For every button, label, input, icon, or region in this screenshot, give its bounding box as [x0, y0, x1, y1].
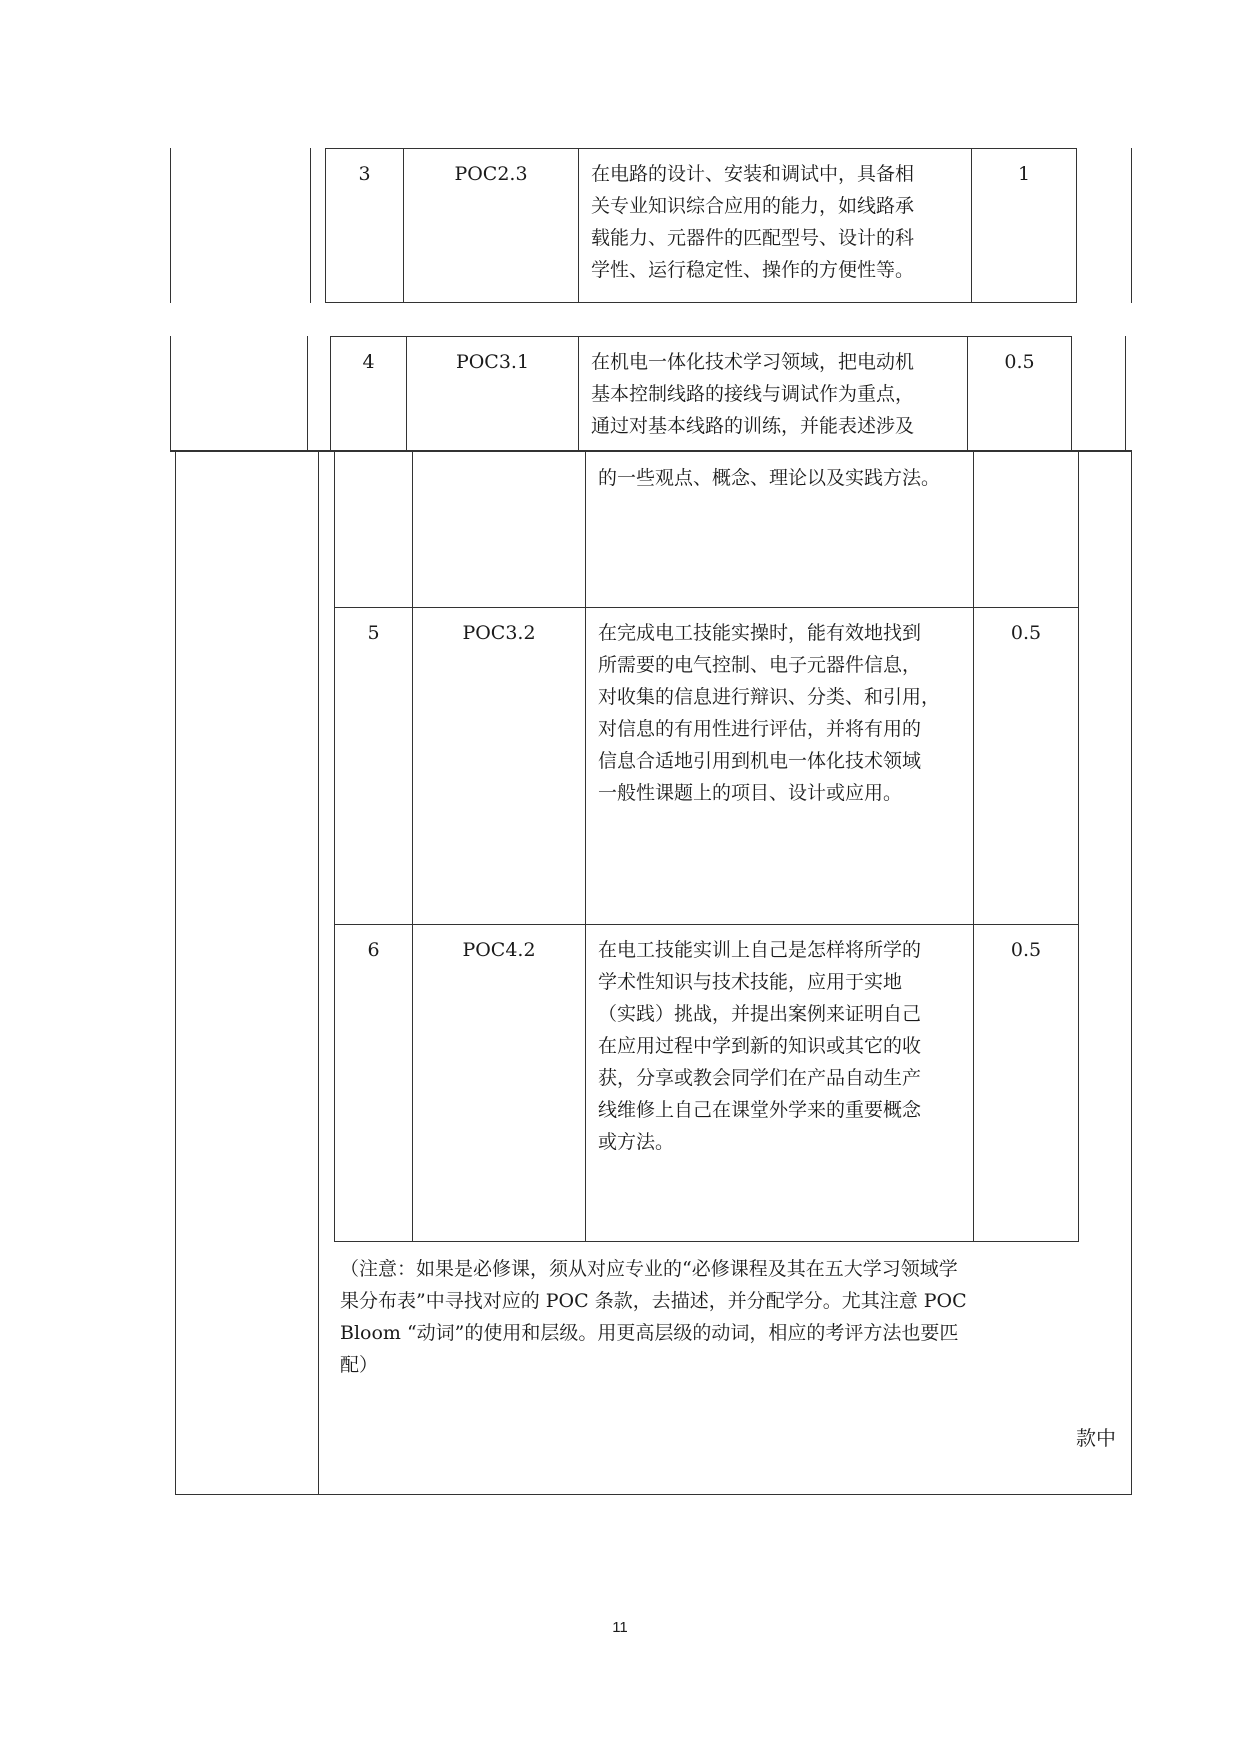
credit-value: 1: [1017, 163, 1031, 185]
outer-left-border: [175, 450, 176, 1495]
credit-value: 0.5: [1004, 351, 1035, 373]
table-line: [325, 302, 1077, 303]
table-line: [334, 450, 335, 1242]
outer-top-border: [170, 450, 1132, 452]
table-line: [334, 607, 1079, 608]
table-line: [330, 336, 1072, 337]
outer-right-border: [1131, 450, 1132, 1495]
table-line: [973, 450, 974, 1242]
outer-divider: [318, 450, 319, 1495]
poc-description: 在电路的设计、安装和调试中，具备相 关专业知识综合应用的能力，如线路承 载能力、元器件的匹配型号、设计的科 学性、运行稳定性、操作的方便性等。: [591, 163, 915, 281]
table-line: [585, 450, 586, 1242]
row-number: 6: [367, 939, 380, 961]
poc-code: POC3.1: [455, 351, 530, 373]
poc-description: 在机电一体化技术学习领域，把电动机 基本控制线路的接线与调试作为重点， 通过对基本线路的训练，并能表述涉及: [591, 351, 915, 437]
table-line: [1071, 336, 1072, 450]
note-text: （注意：如果是必修课，须从对应专业的“必修课程及其在五大学习领域学 果分布表”中寻找对应的 POC 条款，去描述，并分配学分。尤其注意 POC Bloom “动词”的使用和层级。用更高层级的动词，相应的考评方法也要匹 配）: [340, 1258, 967, 1376]
row-number: 5: [367, 622, 380, 644]
outer-divider: [310, 148, 311, 303]
outer-left-border: [170, 336, 171, 450]
poc-description: 在完成电工技能实操时，能有效地找到 所需要的电气控制、电子元器件信息， 对收集的信息进行辩识、分类、和引用， 对信息的有用性进行评估，并将有用的 信息合适地引用到机电一体化技术领域 一般性课题上的项目、设计或应用。: [598, 622, 941, 804]
table-line: [1078, 450, 1079, 1242]
outer-bottom-border: [175, 1494, 1132, 1495]
poc-description: 的一些观点、概念、理论以及实践方法。: [598, 467, 941, 489]
outer-right-border: [1125, 336, 1126, 450]
table-line: [1076, 148, 1077, 303]
table-line: [334, 1241, 1079, 1242]
table-line: [325, 148, 1077, 149]
row-number: 4: [362, 351, 375, 373]
poc-code: POC4.2: [462, 939, 536, 961]
table-line: [578, 336, 579, 450]
page-number: 11: [612, 1619, 628, 1636]
table-line: [334, 924, 1079, 925]
poc-description: 在电工技能实训上自己是怎样将所学的 学术性知识与技术技能，应用于实地 （实践）挑战，并提出案例来证明自己 在应用过程中学到新的知识或其它的收 获，分享或教会同学们在产品自动生产 线维修上自己在课堂外学来的重要概念 或方法。: [598, 939, 922, 1153]
outer-divider: [307, 336, 308, 450]
credit-value: 0.5: [1010, 939, 1042, 961]
trailing-text: 款中: [1076, 1426, 1116, 1450]
table-line: [578, 148, 579, 303]
credit-value: 0.5: [1010, 622, 1042, 644]
poc-code: POC2.3: [454, 163, 528, 185]
row-number: 3: [358, 163, 371, 185]
outer-right-border: [1131, 148, 1132, 303]
outer-left-border: [170, 148, 171, 303]
table-line: [412, 450, 413, 1242]
poc-code: POC3.2: [462, 622, 536, 644]
